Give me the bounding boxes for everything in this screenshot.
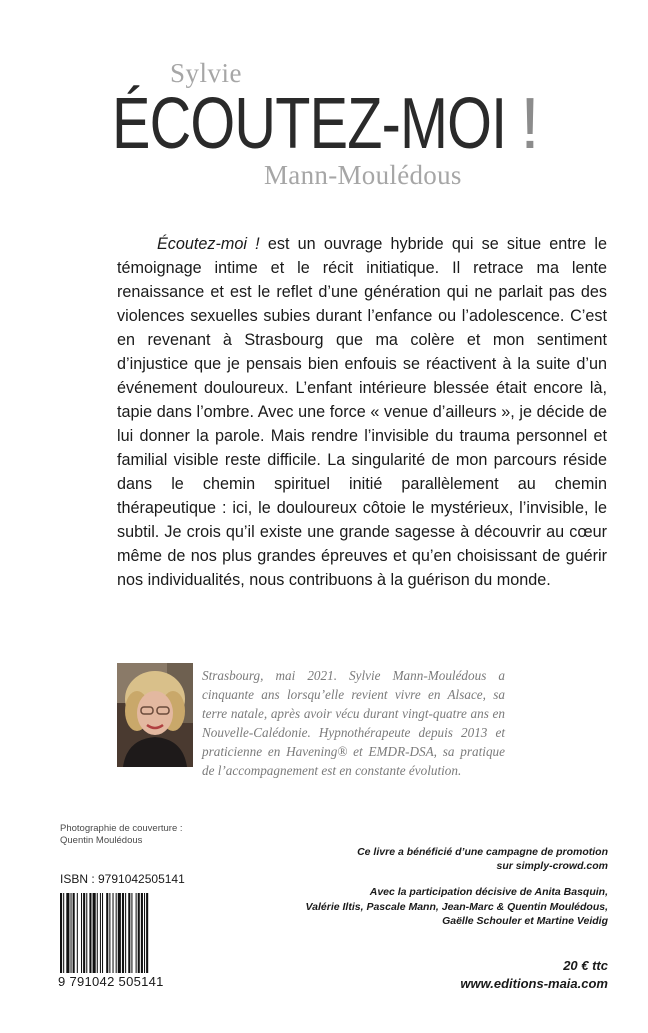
participation-note bbox=[288, 885, 608, 929]
barcode-bar bbox=[131, 893, 132, 973]
title-exclamation: ! bbox=[520, 84, 541, 164]
promotion-line-1: Ce livre a bénéficié d’une campagne de promotion bbox=[357, 846, 608, 858]
barcode-bar bbox=[97, 893, 98, 973]
barcode-image bbox=[60, 893, 184, 973]
barcode-bar bbox=[118, 893, 121, 973]
barcode-bar bbox=[60, 893, 62, 973]
barcode-bar bbox=[73, 893, 75, 973]
photo-credit-label: Photographie de couverture : bbox=[60, 823, 183, 834]
barcode-bar bbox=[81, 893, 82, 973]
publisher-website: www.editions-maia.com bbox=[460, 976, 608, 991]
participation-line-2: Valérie Iltis, Pascale Mann, Jean-Marc & Quentin Moulédous, bbox=[305, 900, 608, 913]
participation-line-1: Avec la participation décisive de Anita Basquin, bbox=[369, 886, 608, 898]
participation-line-3: Gaëlle Schouler et Martine Veidig bbox=[442, 915, 608, 927]
photo-credit-name: Quentin Moulédous bbox=[60, 835, 143, 846]
author-last-name: Mann-Moulédous bbox=[264, 160, 462, 190]
promotion-note bbox=[308, 845, 608, 873]
barcode-bar bbox=[136, 893, 137, 973]
barcode-number: 9 791042 505141 bbox=[58, 974, 164, 989]
barcode-bar bbox=[89, 893, 91, 973]
barcode-bar bbox=[109, 893, 110, 973]
isbn-label: ISBN : 9791042505141 bbox=[60, 872, 185, 886]
book-title: ÉCOUTEZ-MOI bbox=[112, 84, 507, 164]
barcode-bar bbox=[93, 893, 96, 973]
price: 20 € ttc bbox=[563, 958, 608, 973]
barcode-bar bbox=[144, 893, 145, 973]
barcode-bar bbox=[77, 893, 78, 973]
author-bio: Strasbourg, mai 2021. Sylvie Mann-Moulédous a cinquante ans lorsqu’elle revient vivre en Alsace, sa terre natale, après avoir vécu durant vingt-quatre ans en Nouvelle-Calédonie. Hypnothérapeute depuis 2013 et praticienne en Havening® et EMDR-DSA, sa pratique de l’accompagnement est en constante évolution. bbox=[202, 668, 505, 778]
photo-credit bbox=[60, 823, 183, 847]
barcode-bar bbox=[138, 893, 140, 973]
barcode-bar bbox=[116, 893, 117, 973]
barcode-bar bbox=[128, 893, 130, 973]
barcode-bar bbox=[125, 893, 126, 973]
barcode-bar bbox=[122, 893, 124, 973]
barcode-bar bbox=[86, 893, 87, 973]
barcode-bar bbox=[113, 893, 114, 973]
barcode-bar bbox=[63, 893, 64, 973]
barcode-bar bbox=[102, 893, 103, 973]
back-cover-text bbox=[117, 232, 607, 592]
barcode-bar bbox=[141, 893, 143, 973]
back-cover-body: est un ouvrage hybride qui se situe entre le témoignage intime et le récit initiatique. Il retrace ma lente renaissance et est le reflet d’une génération qui ne parlait pas des violences sexuelles subies durant l’enfance ou l’adolescence. C’est en revenant à Strasbourg que ma colère et mon sentiment d’injustice que je pensais bien enfouis se réactivent à la suite d’un événement douloureux. L’enfant intérieure blessée était encore là, tapie dans l’ombre. Avec une force « venue d’ailleurs », je décide de lui donner la parole. Mais rendre l’invisible du trauma personnel et familial visible reste difficile. La singularité de mon parcours réside dans le chemin spirituel initié parallèlement au chemin thérapeutique : ici, le douloureux côtoie le mystérieux, l’invisible, le subtil. Je crois qu’il existe une grande sagesse à découvrir au cœur même de nos plus grandes épreuves et qu’en choisissant de guérir nos individualités, nous contribuons à la guérison du monde. bbox=[117, 235, 607, 589]
barcode-bar bbox=[106, 893, 108, 973]
author-first-name: Sylvie bbox=[170, 58, 243, 88]
barcode-bar bbox=[66, 893, 69, 973]
author-portrait-image bbox=[117, 663, 193, 767]
barcode-bar bbox=[71, 893, 72, 973]
title-reference: Écoutez-moi ! bbox=[157, 235, 260, 253]
promotion-line-2: sur simply-crowd.com bbox=[496, 860, 608, 872]
barcode-bar bbox=[100, 893, 101, 973]
author-photo bbox=[117, 663, 193, 767]
barcode-bar bbox=[146, 893, 148, 973]
barcode-bar bbox=[83, 893, 85, 973]
